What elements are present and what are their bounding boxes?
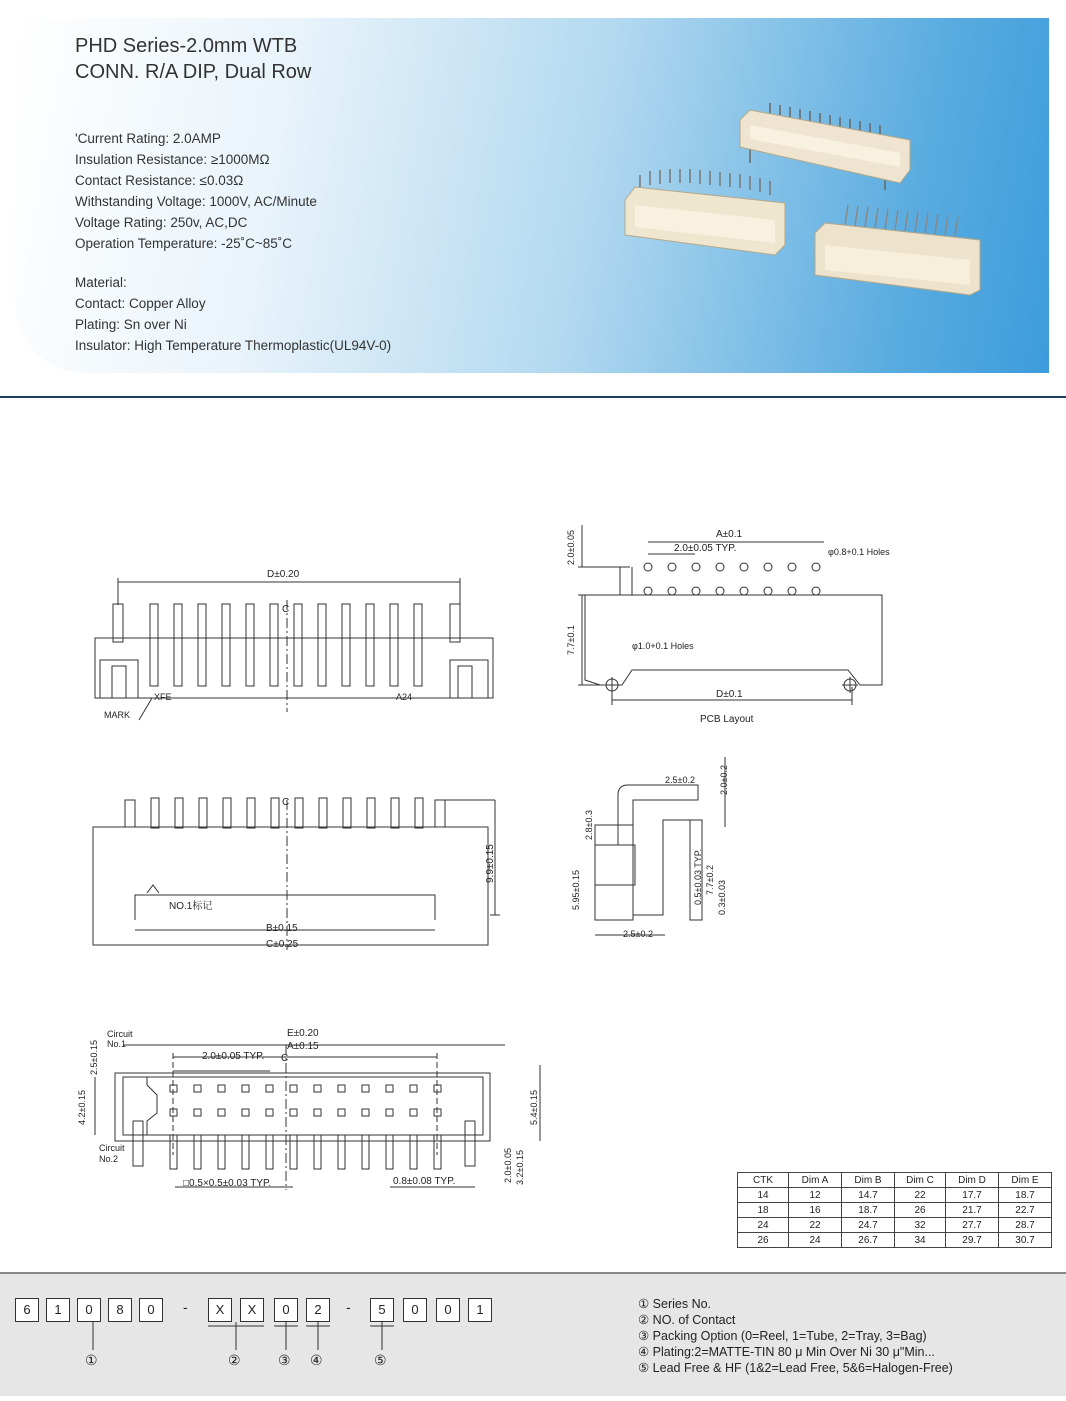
top-no1-mark: NO.1标记	[169, 901, 213, 912]
pn-legend	[638, 1296, 953, 1376]
bottom-circuit2: Circuit	[99, 1143, 125, 1153]
legend-item: ④ Plating:2=MATTE-TIN 80 μ Min Over Ni 30 μ"Min...	[638, 1345, 935, 1359]
table-cell: 21.7	[946, 1203, 999, 1218]
bottom-pin-grid	[170, 1085, 441, 1169]
table-header: Dim E	[999, 1173, 1052, 1188]
pn-digit: 1	[46, 1298, 70, 1322]
legend-item: ⑤ Lead Free & HF (1&2=Lead Free, 5&6=Halogen-Free)	[638, 1361, 953, 1375]
bottom-view-drawing	[75, 1025, 555, 1195]
pn-digit: 5	[370, 1298, 394, 1322]
front-view-drawing	[90, 560, 510, 730]
front-centerline: C	[282, 604, 290, 615]
bottom-circuit1: Circuit	[107, 1029, 133, 1039]
bottom-r1: 5.4±0.15	[529, 1090, 539, 1125]
front-xfe: XFE	[154, 692, 172, 702]
pcb-caption: PCB Layout	[700, 714, 754, 725]
top-view-drawing	[85, 785, 510, 955]
side-top-w: 2.5±0.2	[665, 775, 695, 785]
legend-item: ③ Packing Option (0=Reel, 1=Tube, 2=Tray, 3=Bag)	[638, 1329, 927, 1343]
pn-digit: 1	[468, 1298, 492, 1322]
pn-digit: 2	[306, 1298, 330, 1322]
front-d-dim: D±0.20	[267, 569, 300, 580]
pn-digit: 0	[403, 1298, 427, 1322]
pn-digit: 6	[15, 1298, 39, 1322]
table-cell: 12	[789, 1188, 842, 1203]
table-cell: 28.7	[999, 1218, 1052, 1233]
pn-digit: 0	[274, 1298, 298, 1322]
side-v5: 0.3±0.03	[717, 880, 727, 915]
title-line-1: PHD Series-2.0mm WTB	[75, 35, 298, 57]
pn-digit: 0	[436, 1298, 460, 1322]
table-row	[738, 1188, 1052, 1203]
table-cell: 26	[895, 1203, 946, 1218]
top-b-dim: B±0.15	[266, 923, 298, 934]
table-cell: 16	[789, 1203, 842, 1218]
bottom-l2: 4.2±0.15	[77, 1090, 87, 1125]
material-plating: Plating: Sn over Ni	[75, 317, 187, 332]
side-v3: 0.5±0.03 TYP.	[693, 848, 703, 905]
spec-list	[75, 128, 391, 356]
pn-connectors	[0, 1322, 500, 1362]
pn-marker: ①	[85, 1352, 98, 1368]
pcb-a-dim: A±0.1	[716, 529, 743, 540]
table-header-row	[738, 1173, 1052, 1188]
spec-temperature: Operation Temperature: -25˚C~85˚C	[75, 236, 292, 251]
pn-dash-1: -	[183, 1299, 188, 1315]
pcb-holes	[644, 563, 820, 595]
pn-digit: 0	[77, 1298, 101, 1322]
table-cell: 18.7	[842, 1203, 895, 1218]
spec-withstanding: Withstanding Voltage: 1000V, AC/Minute	[75, 194, 317, 209]
table-cell: 18.7	[999, 1188, 1052, 1203]
table-cell: 22	[789, 1218, 842, 1233]
pcb-v2: 7.7±0.1	[566, 625, 576, 655]
table-cell: 14.7	[842, 1188, 895, 1203]
side-h1: 2.8±0.3	[584, 810, 594, 840]
table-cell: 18	[738, 1203, 789, 1218]
pcb-large-holes: φ1.0+0.1 Holes	[632, 641, 694, 651]
pn-digit: 8	[108, 1298, 132, 1322]
pn-digit: X	[240, 1298, 264, 1322]
connector-image-2	[625, 169, 785, 255]
bottom-a-dim: A±0.15	[287, 1041, 319, 1052]
front-mark: MARK	[104, 710, 131, 720]
table-header: Dim D	[946, 1173, 999, 1188]
table-row	[738, 1203, 1052, 1218]
bottom-e-dim: E±0.20	[287, 1028, 319, 1039]
pn-marker: ④	[310, 1352, 323, 1368]
pn-digit: X	[208, 1298, 232, 1322]
pcb-pitch: 2.0±0.05 TYP.	[674, 543, 737, 554]
table-cell: 24	[789, 1233, 842, 1248]
table-cell: 22	[895, 1188, 946, 1203]
top-centerline: C	[282, 797, 290, 808]
top-c-dim: C±0.25	[266, 939, 299, 950]
legend-item: ② NO. of Contact	[638, 1313, 736, 1327]
table-header: Dim C	[895, 1173, 946, 1188]
dimension-table	[737, 1172, 1052, 1248]
front-a24: A24	[396, 692, 413, 702]
side-bottom-w: 2.5±0.2	[623, 929, 653, 939]
table-header: Dim A	[789, 1173, 842, 1188]
table-cell: 24	[738, 1218, 789, 1233]
bottom-circuit1-no: No.1	[107, 1039, 127, 1049]
spec-insulation: Insulation Resistance: ≥1000MΩ	[75, 152, 270, 167]
table-cell: 26.7	[842, 1233, 895, 1248]
table-cell: 24.7	[842, 1218, 895, 1233]
legend-item: ① Series No.	[638, 1297, 712, 1311]
bottom-pin-square: □0.5×0.5±0.03 TYP.	[183, 1178, 272, 1189]
bottom-r3: 3.2±0.15	[515, 1150, 525, 1185]
pn-dash-2: -	[346, 1299, 351, 1315]
table-header: Dim B	[842, 1173, 895, 1188]
table-cell: 27.7	[946, 1218, 999, 1233]
pn-marker: ⑤	[374, 1352, 387, 1368]
bottom-circuit2-no: No.2	[99, 1154, 119, 1164]
side-h2: 5.95±0.15	[571, 870, 581, 910]
pcb-v1: 2.0±0.05	[566, 530, 576, 565]
bottom-pin-width: 0.8±0.08 TYP.	[393, 1176, 456, 1187]
material-contact: Contact: Copper Alloy	[75, 296, 206, 311]
title-line-2: CONN. R/A DIP, Dual Row	[75, 61, 312, 83]
section-divider	[0, 396, 1066, 398]
pn-marker: ②	[228, 1352, 241, 1368]
product-photo	[610, 95, 1010, 305]
pn-marker: ③	[278, 1352, 291, 1368]
table-row	[738, 1218, 1052, 1233]
connector-image-1	[740, 103, 910, 190]
bottom-l1: 2.5±0.15	[89, 1040, 99, 1075]
pn-digit: 0	[139, 1298, 163, 1322]
bottom-pitch: 2.0±0.05 TYP.	[202, 1051, 265, 1062]
table-cell: 14	[738, 1188, 789, 1203]
table-cell: 34	[895, 1233, 946, 1248]
bottom-centerline: C	[281, 1053, 289, 1064]
table-cell: 32	[895, 1218, 946, 1233]
side-view-drawing	[565, 755, 745, 945]
pcb-small-holes: φ0.8+0.1 Holes	[828, 547, 890, 557]
pcb-d-dim: D±0.1	[716, 689, 743, 700]
table-cell: 17.7	[946, 1188, 999, 1203]
table-cell: 26	[738, 1233, 789, 1248]
side-top-h: 2.0±0.2	[719, 765, 729, 795]
bottom-r2: 2.0±0.05	[503, 1148, 513, 1183]
connector-image-3	[815, 205, 980, 295]
top-h-dim: 9.9±0.15	[485, 844, 496, 883]
spec-contact-resistance: Contact Resistance: ≤0.03Ω	[75, 173, 244, 188]
spec-current: 'Current Rating: 2.0AMP	[75, 131, 221, 146]
material-insulator: Insulator: High Temperature Thermoplastic(UL94V-0)	[75, 338, 392, 353]
table-header: CTK	[738, 1173, 789, 1188]
side-v4: 7.7±0.2	[705, 865, 715, 895]
spec-voltage: Voltage Rating: 250v, AC,DC	[75, 215, 248, 230]
table-cell: 30.7	[999, 1233, 1052, 1248]
material-title: Material:	[75, 275, 127, 290]
table-cell: 29.7	[946, 1233, 999, 1248]
table-row	[738, 1233, 1052, 1248]
part-number-footer	[0, 1272, 1066, 1396]
table-cell: 22.7	[999, 1203, 1052, 1218]
pcb-layout-drawing	[560, 515, 910, 730]
